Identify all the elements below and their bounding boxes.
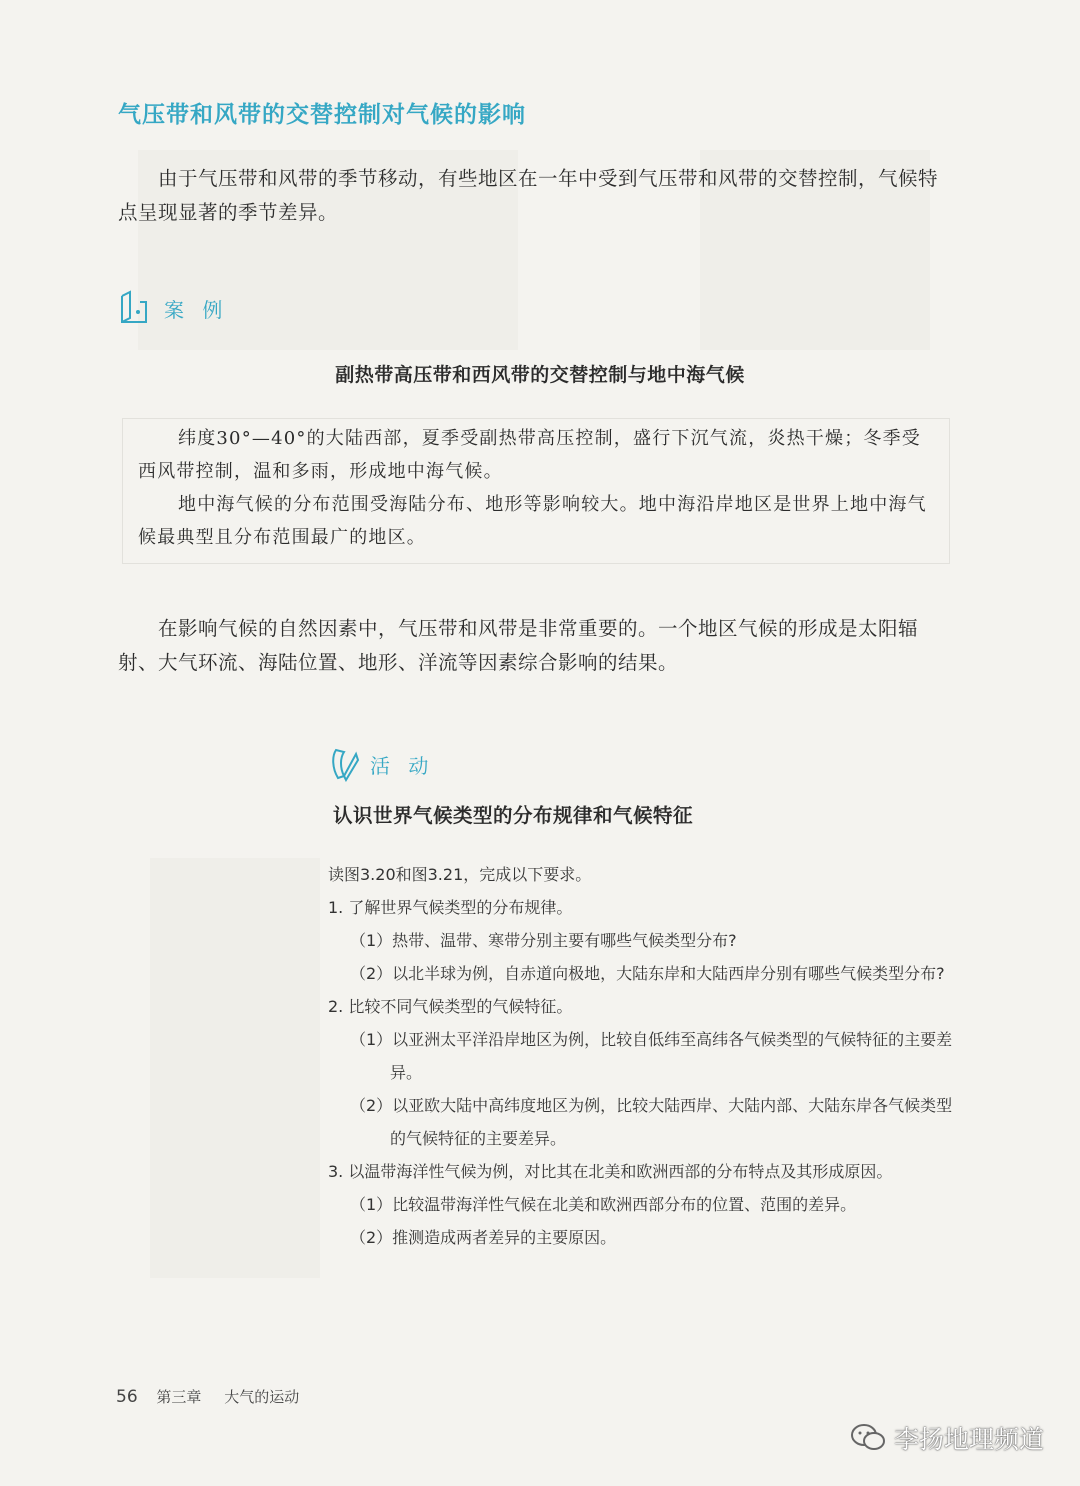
page-footer bbox=[116, 1386, 299, 1407]
activity-list bbox=[328, 858, 953, 1254]
activity-subquestion: （1）以亚洲太平洋沿岸地区为例，比较自低纬至高纬各气候类型的气候特征的主要差异。 bbox=[350, 1030, 953, 1082]
activity-instruction: 读图3.20和图3.21，完成以下要求。 bbox=[328, 865, 592, 884]
case-book-icon bbox=[118, 290, 152, 326]
summary-text: 在影响气候的自然因素中，气压带和风带是非常重要的。一个地区气候的形成是太阳辐射、大气环流、海陆位置、地形、洋流等因素综合影响的结果。 bbox=[118, 617, 919, 674]
activity-subquestion: （1）热带、温带、寒带分别主要有哪些气候类型分布? bbox=[350, 931, 737, 950]
watermark-text: 李扬地理频道 bbox=[893, 1425, 1044, 1454]
activity-question: 3. 以温带海洋性气候为例，对比其在北美和欧洲西部的分布特点及其形成原因。 bbox=[328, 1162, 893, 1181]
chapter-number: 第三章 bbox=[156, 1388, 202, 1406]
activity-subquestion: （2）以亚欧大陆中高纬度地区为例，比较大陆西岸、大陆内部、大陆东岸各气候类型的气候特征的主要差异。 bbox=[350, 1096, 953, 1148]
case-label bbox=[118, 290, 228, 326]
activity-label bbox=[330, 746, 434, 782]
case-paragraph: 地中海气候的分布范围受海陆分布、地形等影响较大。地中海沿岸地区是世界上地中海气候最典型且分布范围最广的地区。 bbox=[138, 494, 927, 548]
wechat-icon bbox=[850, 1423, 886, 1453]
page-number: 56 bbox=[116, 1387, 138, 1407]
activity-pencil-icon bbox=[330, 746, 360, 782]
section-title: 气压带和风带的交替控制对气候的影响 bbox=[118, 102, 526, 128]
intro-paragraph bbox=[118, 162, 948, 230]
activity-title: 认识世界气候类型的分布规律和气候特征 bbox=[333, 804, 694, 827]
activity-subquestion: （1）比较温带海洋性气候在北美和欧洲西部分布的位置、范围的差异。 bbox=[350, 1195, 857, 1214]
case-title: 副热带高压带和西风带的交替控制与地中海气候 bbox=[335, 364, 745, 386]
chapter-title: 大气的运动 bbox=[224, 1388, 300, 1406]
activity-question: 2. 比较不同气候类型的气候特征。 bbox=[328, 997, 573, 1016]
activity-label-text: 活 动 bbox=[370, 753, 435, 778]
case-paragraph: 纬度30°—40°的大陆西部，夏季受副热带高压控制，盛行下沉气流，炎热干燥；冬季受西风带控制，温和多雨，形成地中海气候。 bbox=[138, 428, 922, 482]
activity-subquestion: （2）以北半球为例，自赤道向极地，大陆东岸和大陆西岸分别有哪些气候类型分布? bbox=[350, 964, 945, 983]
intro-text: 由于气压带和风带的季节移动，有些地区在一年中受到气压带和风带的交替控制，气候特点呈现显著的季节差异。 bbox=[118, 167, 939, 224]
case-body bbox=[138, 422, 938, 554]
summary-paragraph bbox=[118, 612, 948, 680]
bleed-through-shape bbox=[150, 858, 320, 1278]
activity-question: 1. 了解世界气候类型的分布规律。 bbox=[328, 898, 573, 917]
watermark bbox=[850, 1420, 1044, 1456]
activity-subquestion: （2）推测造成两者差异的主要原因。 bbox=[350, 1228, 617, 1247]
case-label-text: 案 例 bbox=[164, 297, 229, 322]
